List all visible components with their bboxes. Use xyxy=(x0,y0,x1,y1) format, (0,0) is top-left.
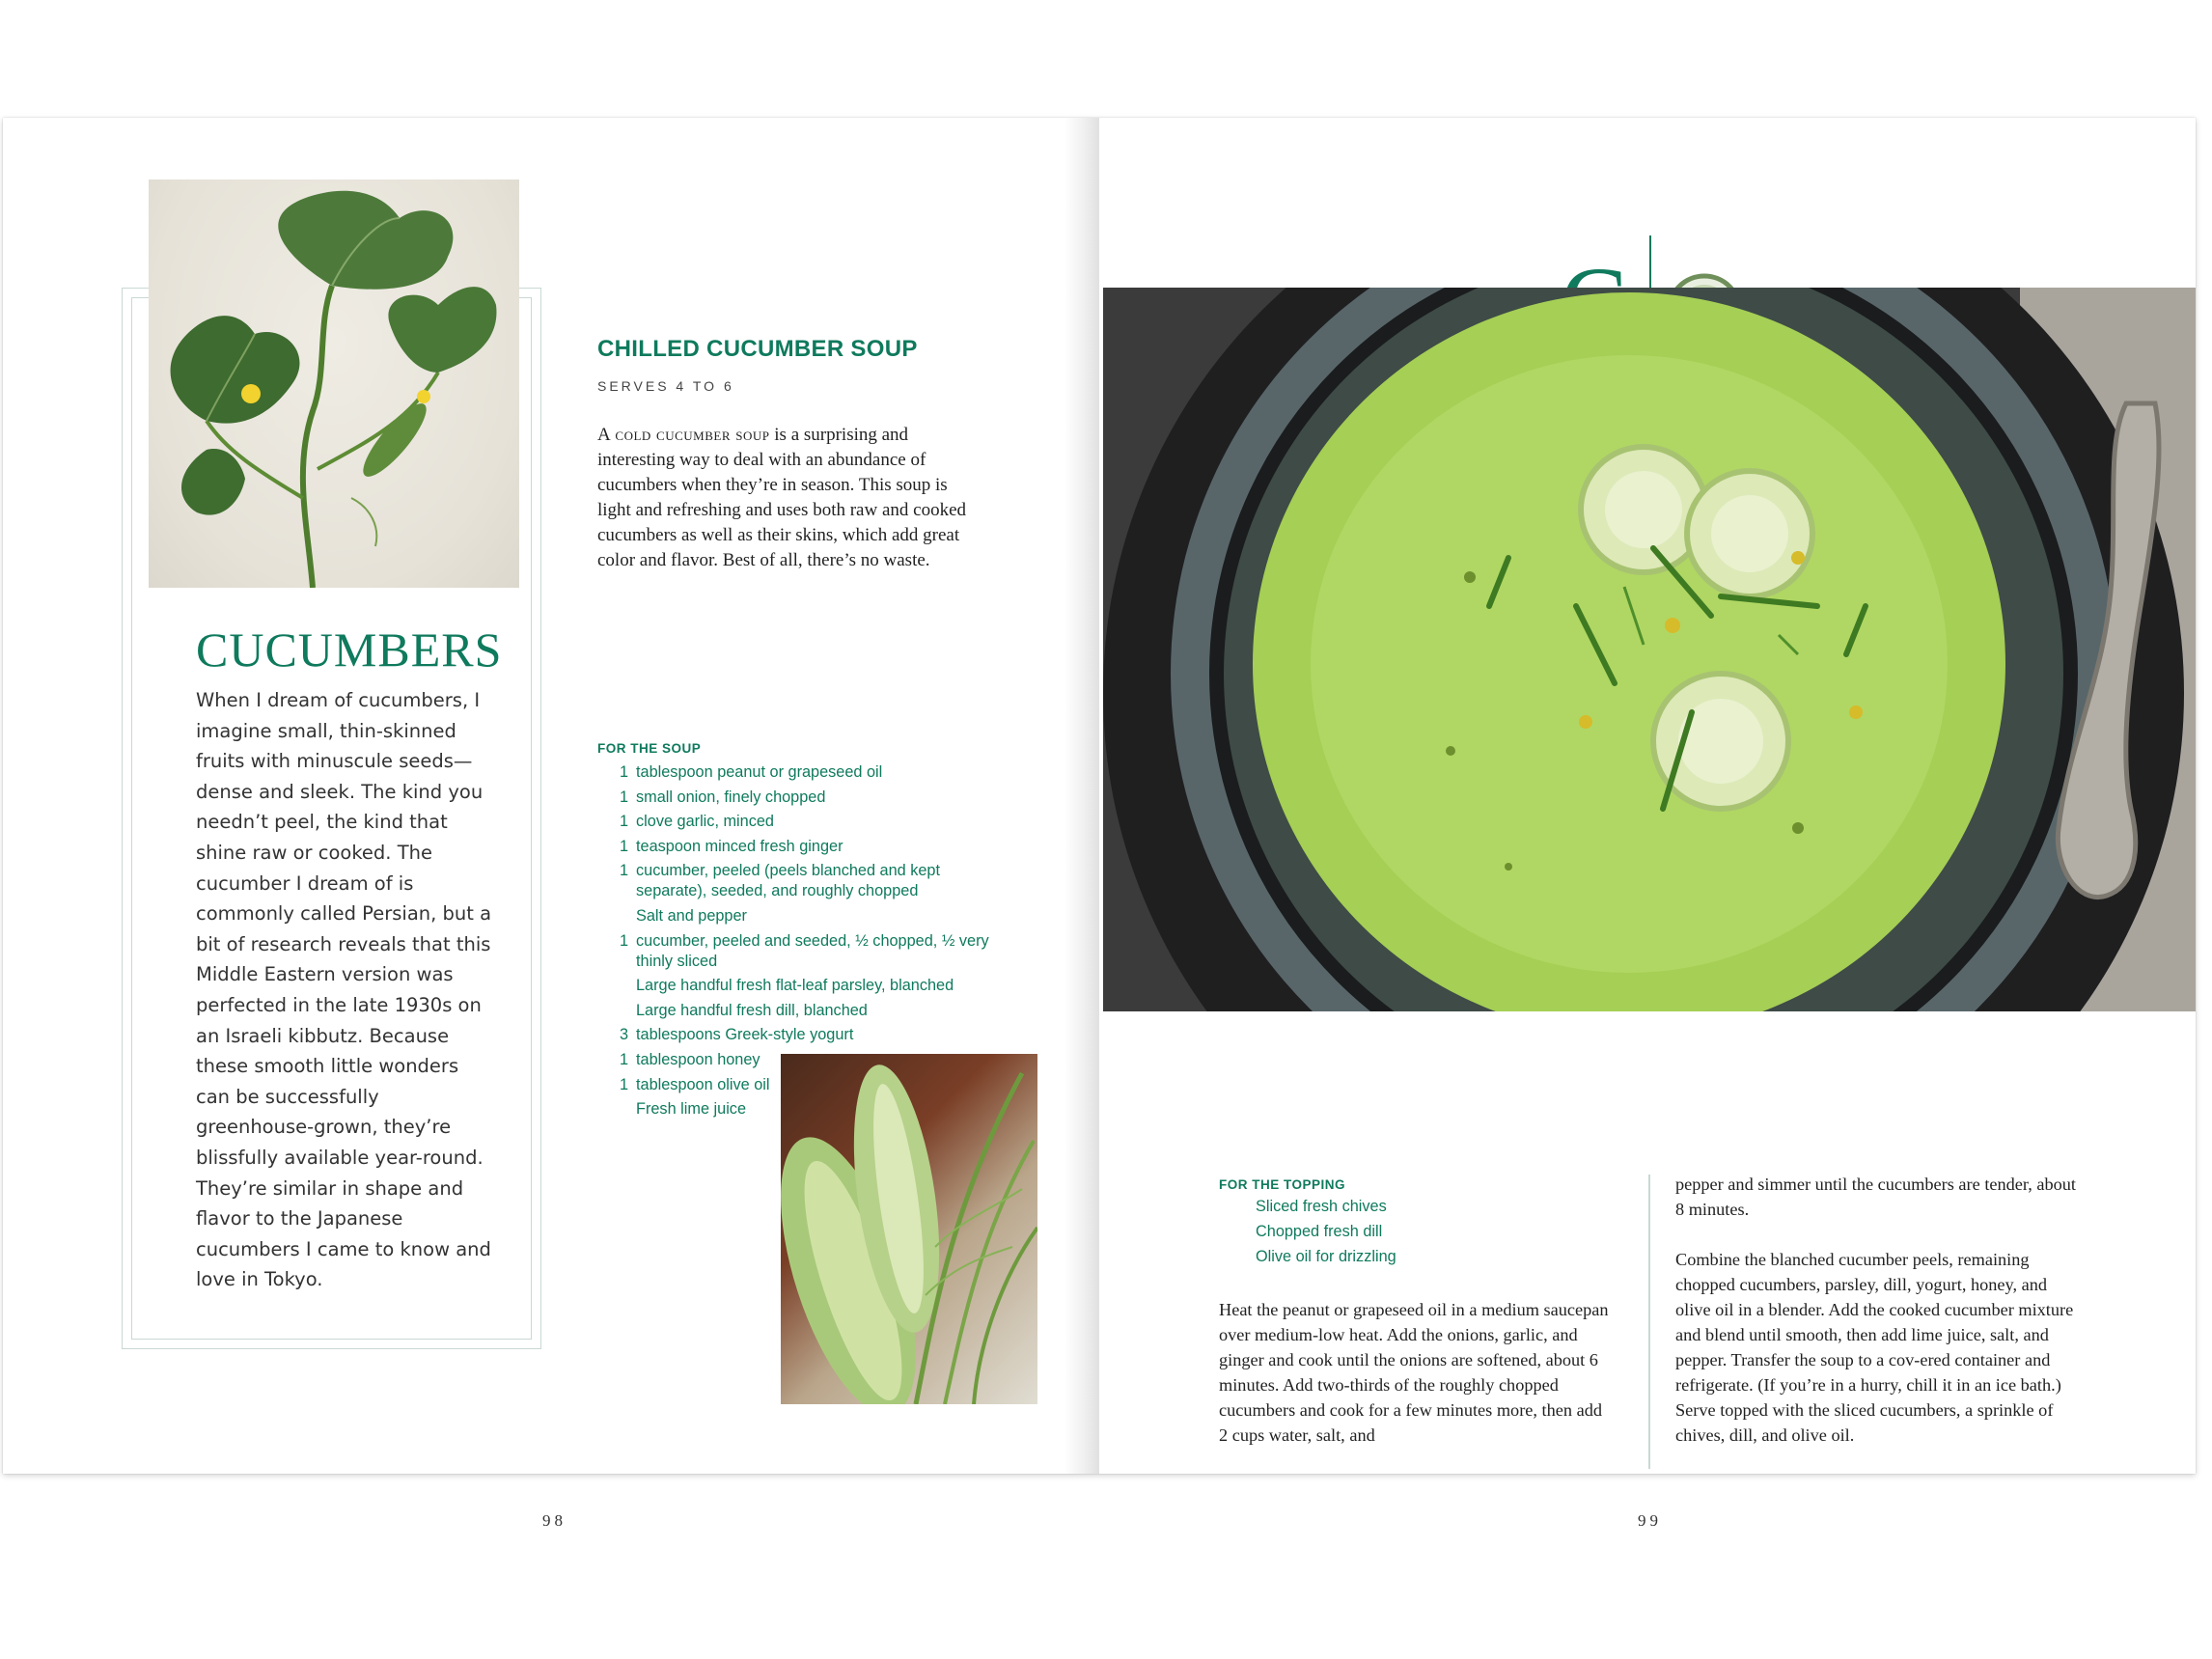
ingredient-qty: 1 xyxy=(619,1075,628,1093)
column-rule xyxy=(1648,1175,1650,1469)
ingredient-text: cucumber, peeled and seeded, ½ chopped, ½ very thinly sliced xyxy=(636,931,989,970)
ingredient-qty: 1 xyxy=(619,1050,628,1068)
ingredient-item xyxy=(1219,1222,1566,1242)
method-paragraph-3: Combine the blanched cucumber peels, remaining chopped cucumbers, parsley, dill, yogurt, honey, and olive oil in a blender. Add the cooked cucumber mixture and blend until smooth, then add lime juice, salt, and pepper. Transfer the soup to a cov-ered container and refrigerate. (If you’re in a hurry, chill it in an ice bath.) Serve topped with the sliced cucumbers, a sprinkle of chives, dill, and olive oil. xyxy=(1675,1250,2074,1445)
recipe-yield: SERVES 4 TO 6 xyxy=(597,378,734,394)
ingredient-item xyxy=(597,1001,993,1021)
ingredient-qty: 1 xyxy=(619,813,628,831)
ingredient-text: teaspoon minced fresh ginger xyxy=(636,837,843,855)
ingredient-qty: 3 xyxy=(619,1026,628,1044)
chilled-soup-photo xyxy=(1103,288,2196,1011)
ingredient-item xyxy=(597,931,993,972)
ingredient-item xyxy=(597,762,993,783)
ingredient-item xyxy=(597,1025,993,1045)
book-spread xyxy=(3,118,2196,1530)
ingredient-text: tablespoons Greek-style yogurt xyxy=(636,1026,854,1044)
ingredient-text: Large handful fresh dill, blanched xyxy=(636,1001,868,1019)
ingredient-text: cucumber, peeled (peels blanched and kept separate), seeded, and roughly chopped xyxy=(636,862,940,900)
ingredient-text: small onion, finely chopped xyxy=(636,788,826,806)
ingredient-text: Olive oil for drizzling xyxy=(1256,1248,1396,1265)
ingredient-text: Large handful fresh flat-leaf parsley, blanched xyxy=(636,977,954,995)
ingredient-item xyxy=(597,812,993,832)
topping-ingredient-list xyxy=(1219,1197,1566,1272)
ingredient-qty: 1 xyxy=(619,788,628,806)
topping-ingredients-heading: FOR THE TOPPING xyxy=(1219,1177,1346,1192)
recipe-headnote xyxy=(597,423,983,573)
ingredient-text: Chopped fresh dill xyxy=(1256,1223,1383,1240)
intro-paragraph: When I dream of cucumbers, I imagine small, thin-skinned fruits with minuscule seeds—dense and sleek. The kind you needn’t peel, the kind that shine raw or cooked. The cucumber I dream of is commonly called Persian, but a bit of research reveals that this Middle Eastern version was perfected in the late 1930s on an Israeli kibbutz. Because these smooth little wonders can be successfully greenhouse-grown, they’re blissfully available year-round. They’re similar in shape and flavor to the Japanese cucumbers I came to know and love in Tokyo. xyxy=(196,689,492,1291)
page-number-right: 99 xyxy=(1638,1511,1662,1530)
method-paragraph-1: Heat the peanut or grapeseed oil in a medium saucepan over medium-low heat. Add the onions, garlic, and ginger and cook until the onions are softened, about 6 minutes. Add two-thirds of the roughly chopped cucumbers and cook for a few minutes more, then add 2 cups water, salt, and xyxy=(1219,1300,1609,1445)
page-number-left: 98 xyxy=(542,1511,567,1530)
cucumber-plant-photo xyxy=(149,180,519,588)
ingredient-item xyxy=(597,837,993,857)
section-title: CUCUMBERS xyxy=(196,622,503,677)
ingredient-qty: 1 xyxy=(619,862,628,880)
ingredient-item xyxy=(1219,1247,1566,1267)
ingredient-text: Sliced fresh chives xyxy=(1256,1198,1387,1215)
ingredient-qty: 1 xyxy=(619,931,628,950)
method-paragraph-2: pepper and simmer until the cucumbers are tender, about 8 minutes. xyxy=(1675,1175,2077,1219)
recipe-title: CHILLED CUCUMBER SOUP xyxy=(597,336,918,362)
ingredient-text: tablespoon olive oil xyxy=(636,1075,770,1093)
ingredient-text: clove garlic, minced xyxy=(636,813,774,831)
ingredient-qty: 1 xyxy=(619,763,628,781)
soup-ingredients-heading: FOR THE SOUP xyxy=(597,741,702,756)
ingredient-text: Fresh lime juice xyxy=(636,1100,747,1119)
ingredient-text: Salt and pepper xyxy=(636,906,747,925)
ingredient-item xyxy=(597,861,993,901)
headnote-body: is a surprising and interesting way to deal with an abundance of cucumbers when they’re in season. This soup is light and refreshing and uses both raw and cooked cucumbers as well as their skins, which add great color and flavor. Best of all, there’s no waste. xyxy=(597,425,967,570)
cucumbers-fennel-photo xyxy=(781,1054,1037,1404)
ingredient-qty: 1 xyxy=(619,837,628,855)
headnote-lead: A cold cucumber soup xyxy=(597,425,770,445)
ingredient-item xyxy=(1219,1197,1566,1217)
ingredient-item xyxy=(597,788,993,808)
ingredient-text: tablespoon honey xyxy=(636,1050,760,1068)
ingredient-text: tablespoon peanut or grapeseed oil xyxy=(636,763,883,781)
ingredient-item xyxy=(597,906,993,926)
ingredient-item xyxy=(597,976,993,996)
